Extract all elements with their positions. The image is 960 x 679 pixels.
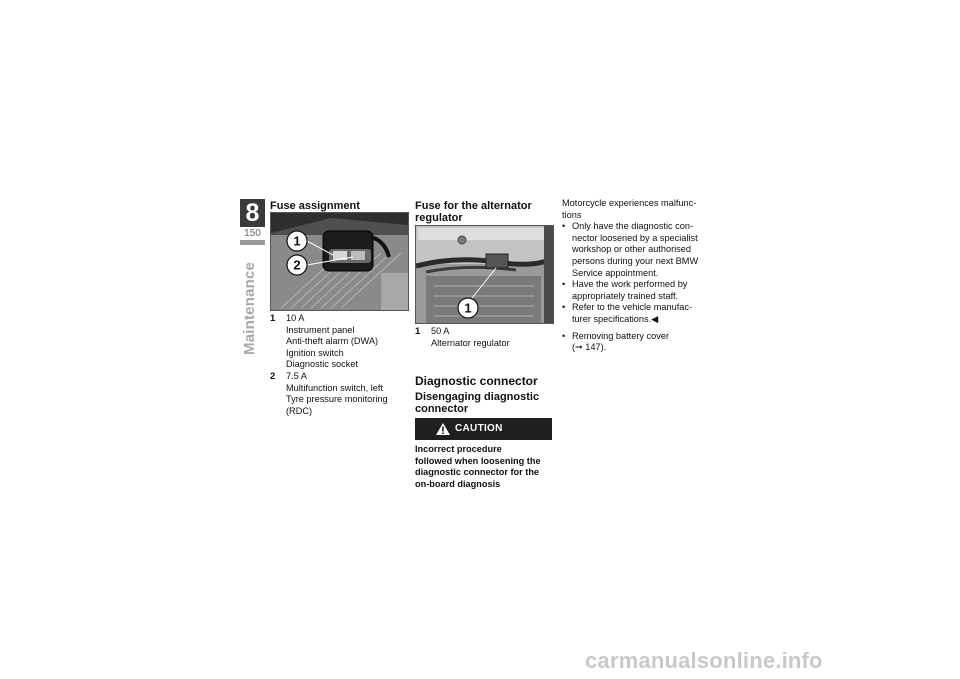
list-item-number: 1 (270, 313, 276, 324)
bullet-line: Only have the diagnostic con- (572, 221, 694, 232)
photo-callout-2: 2 (293, 257, 301, 273)
column-3-text (562, 198, 704, 354)
alternator-fuse-list (415, 326, 555, 352)
fuse-box-illustration (271, 213, 408, 310)
bullet-dot: • (562, 279, 566, 290)
bullet-item (562, 302, 704, 325)
list-item-text: Alternator regulator (431, 337, 510, 348)
chapter-bar (240, 240, 265, 245)
bullet-line: turer specifications.◀ (572, 313, 659, 324)
bullet-item (562, 221, 704, 279)
bullet-line: workshop or other authorised (572, 244, 691, 255)
bullet-line: Service appointment. (572, 267, 659, 278)
list-item-number: 2 (270, 371, 276, 382)
heading-line: connector (415, 403, 469, 415)
alternator-fuse-photo (415, 225, 554, 324)
list-item-text: 7.5 A (286, 371, 307, 381)
diagnostic-connector-heading: Diagnostic connector (415, 374, 538, 388)
bullet-dot: • (562, 221, 566, 232)
list-item-text: 50 A (431, 326, 450, 336)
bullet-item (562, 331, 704, 354)
bullet-dot: • (562, 302, 566, 313)
alternator-fuse-illustration (416, 226, 553, 323)
bullet-dot: • (562, 330, 566, 341)
caution-line: on-board diagnosis (415, 478, 501, 489)
photo-callout-1: 1 (293, 233, 301, 249)
fuse-list (270, 313, 410, 423)
list-item-text: Instrument panel (286, 324, 355, 335)
heading-line: regulator (415, 212, 463, 224)
caution-line: diagnostic connector for the (415, 467, 540, 478)
bullet-line: Refer to the vehicle manufac- (572, 302, 693, 313)
caution-text (415, 444, 555, 490)
list-item-text: Anti-theft alarm (DWA) (286, 336, 379, 347)
chapter-side-label: Maintenance (241, 261, 258, 355)
intro-text (562, 198, 704, 221)
list-item-text: Multifunction switch, left (286, 382, 384, 393)
list-item-text: 10 A (286, 313, 305, 323)
intro-line: Motorcycle experiences malfunc- (562, 198, 697, 208)
disengaging-connector-heading (415, 391, 539, 415)
alternator-fuse-heading (415, 200, 532, 224)
caution-line: followed when loosening the (415, 455, 541, 466)
bullet-line: Have the work performed by (572, 279, 688, 290)
chapter-number: 8 (240, 199, 265, 227)
list-item-text: Tyre pressure monitoring (286, 394, 388, 405)
bullet-line: (➞ 147). (572, 342, 607, 353)
heading-line: Disengaging diagnostic (415, 391, 540, 403)
heading-line: Fuse for the alternator (415, 200, 532, 212)
watermark-text: carmanualsonline.info (585, 648, 823, 673)
list-item-text: (RDC) (286, 405, 313, 416)
list-item-text: Ignition switch (286, 347, 344, 358)
fuse-box-photo (270, 212, 409, 311)
list-item-number: 1 (415, 326, 421, 337)
fuse-assignment-heading: Fuse assignment (270, 200, 360, 212)
bullet-line: persons during your next BMW (572, 255, 699, 266)
page-number: 150 (244, 228, 261, 239)
caution-banner (415, 418, 552, 440)
bullet-item (562, 279, 704, 302)
photo-callout-1: 1 (464, 300, 472, 316)
caution-line: Incorrect procedure (415, 444, 502, 454)
caution-label: CAUTION (455, 423, 503, 434)
bullet-line: Removing battery cover (572, 330, 670, 341)
warning-triangle-icon (435, 422, 451, 436)
list-item-text: Diagnostic socket (286, 359, 359, 370)
intro-line: tions (562, 209, 582, 220)
bullet-line: appropriately trained staff. (572, 290, 679, 301)
bullet-line: nector loosened by a specialist (572, 232, 698, 243)
